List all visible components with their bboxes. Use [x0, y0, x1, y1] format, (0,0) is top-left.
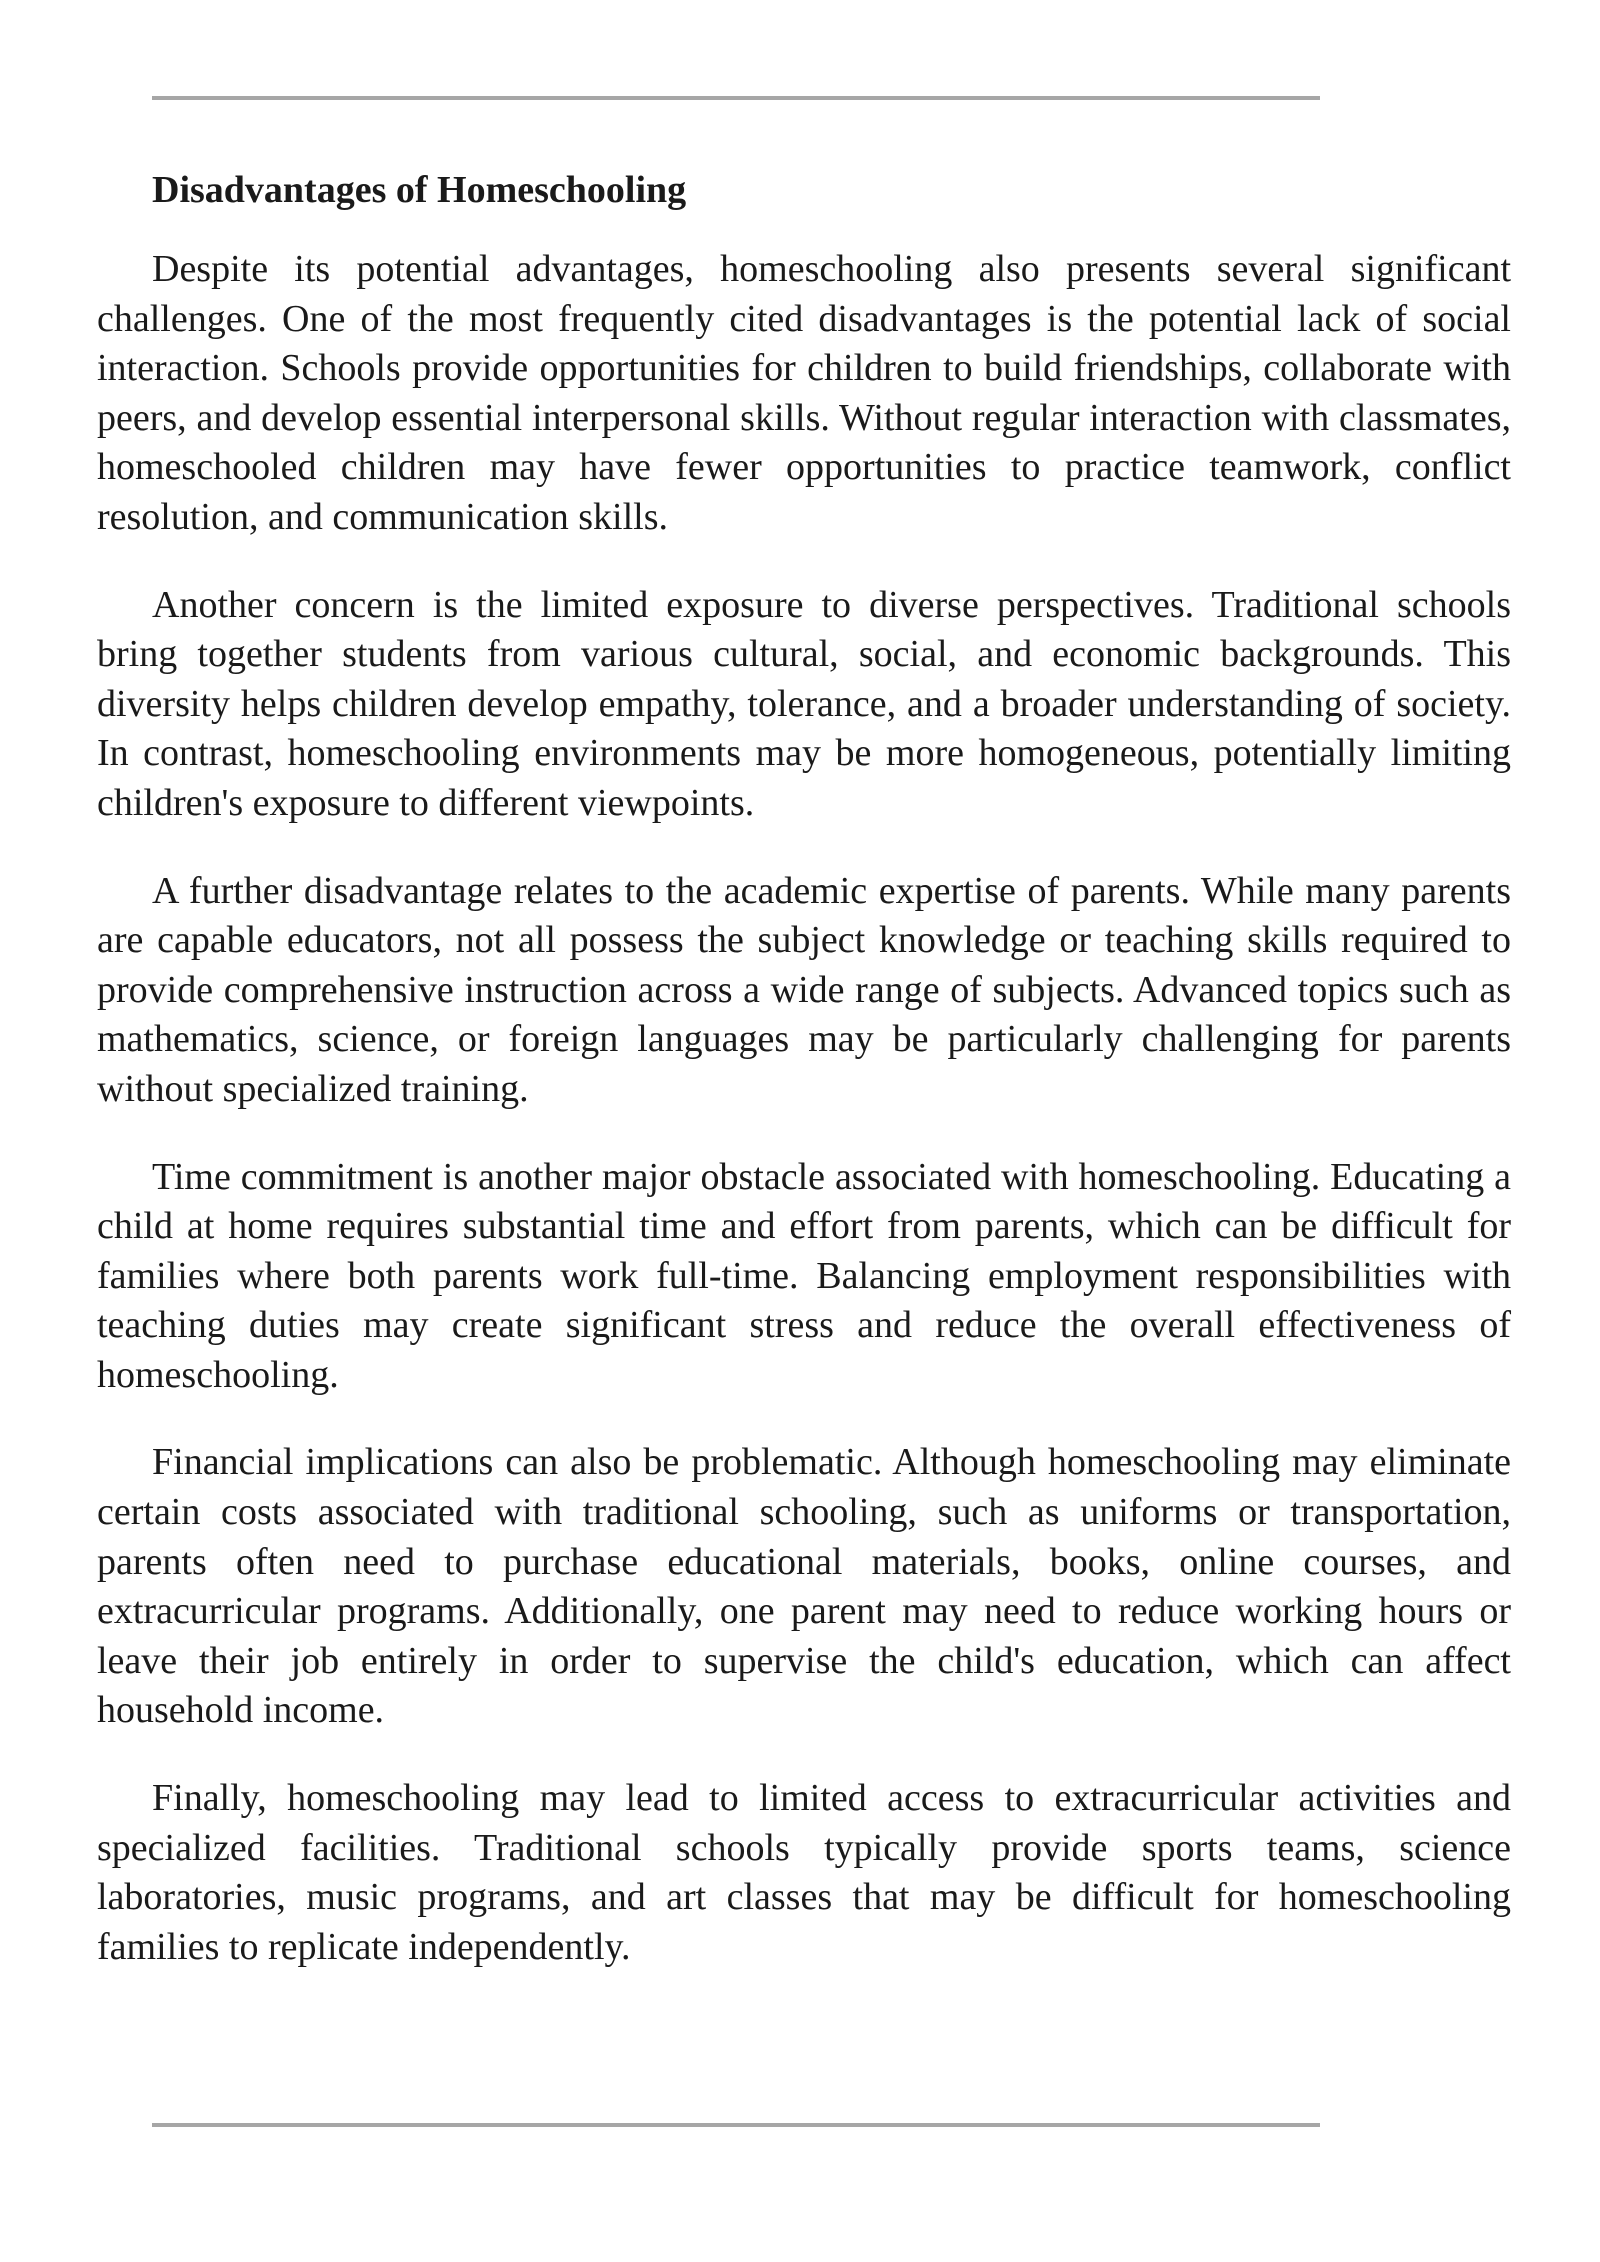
- paragraph-time-commitment: Time commitment is another major obstacle associated with homeschooling. Educating a child at home requires substantial time and effort from parents, which can be difficult for families where both parents work full-time. Balancing employment responsibilities with teaching duties may create significant stress and reduce the overall effectiveness of homeschooling.: [97, 1155, 1511, 1396]
- bottom-divider: [152, 2123, 1320, 2127]
- paragraph-academic-expertise: A further disadvantage relates to the academic expertise of parents. While many parents are capable educators, not all possess the subject knowledge or teaching skills required to provide comprehensive instruction across a wide range of subjects. Advanced topics such as mathematics, science, or foreign languages may be particularly challenging for parents without specialized training.: [97, 869, 1511, 1110]
- paragraph-social-interaction: Despite its potential advantages, homeschooling also presents several significant challenges. One of the most frequently cited disadvantages is the potential lack of social interaction. Schools provide opportunities for children to build friendships, collaborate with peers, and develop essential interpersonal skills. Without regular interaction with classmates, homeschooled children may have fewer opportunities to practice teamwork, conflict resolution, and communication skills.: [97, 248, 1511, 538]
- paragraph-diverse-perspectives: Another concern is the limited exposure to diverse perspectives. Traditional schools bring together students from various cultural, social, and economic backgrounds. This diversity helps children develop empathy, tolerance, and a broader understanding of society. In contrast, homeschooling environments may be more homogeneous, potentially limiting children's exposure to different viewpoints.: [97, 583, 1511, 824]
- paragraph-financial-implications: Financial implications can also be problematic. Although homeschooling may eliminate certain costs associated with traditional schooling, such as uniforms or transportation, parents often need to purchase educational materials, books, online courses, and extracurricular programs. Additionally, one parent may need to reduce working hours or leave their job entirely in order to supervise the child's education, which can affect household income.: [97, 1441, 1511, 1732]
- paragraph-extracurricular-access: Finally, homeschooling may lead to limited access to extracurricular activities and specialized facilities. Traditional schools typically provide sports teams, science laboratories, music programs, and art classes that may be difficult for homeschooling families to replicate independently.: [97, 1777, 1511, 1968]
- document-body: [97, 165, 1511, 1972]
- top-divider: [152, 96, 1320, 100]
- section-heading: Disadvantages of Homeschooling: [152, 169, 687, 211]
